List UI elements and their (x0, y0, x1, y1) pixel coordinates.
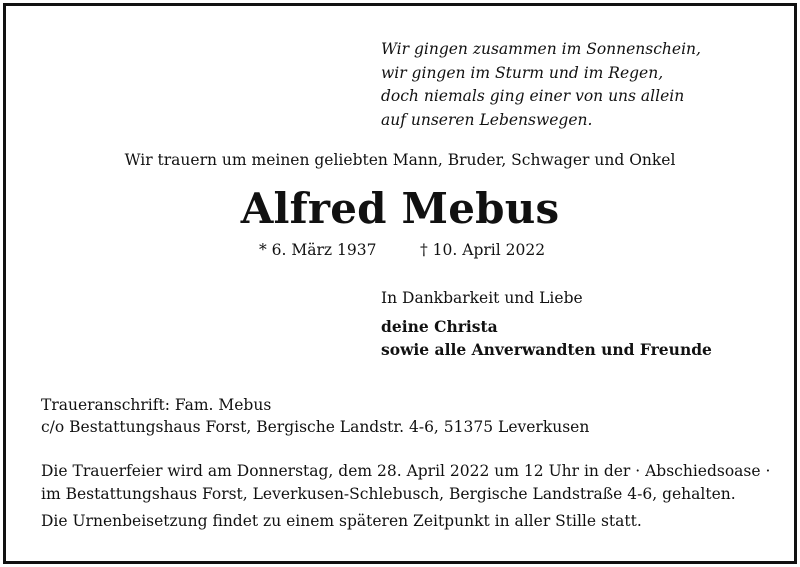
poem-line-1: Wir gingen zusammen im Sonnenschein, (381, 40, 701, 58)
signer-primary: deine Christa (381, 317, 498, 336)
mourning-intro: Wir trauern um meinen geliebten Mann, Bruder, Schwager und Onkel (124, 151, 676, 169)
mourning-address-line-1: Traueranschrift: Fam. Mebus (41, 396, 272, 414)
poem-line-2: wir gingen im Sturm und im Regen, (381, 63, 664, 82)
poem-line-3: doch niemals ging einer von uns allein (381, 87, 685, 105)
funeral-info-line-2: im Bestattungshaus Forst, Leverkusen-Schlebusch, Bergische Landstraße 4-6, gehalten. (41, 485, 736, 503)
poem-line-4: auf unseren Lebenswegen. (381, 110, 593, 129)
birth-date: * 6. März 1937 (259, 241, 377, 259)
urn-burial-info: Die Urnenbeisetzung findet zu einem späteren Zeitpunkt in aller Stille statt. (41, 512, 642, 530)
poem-block (381, 38, 701, 132)
signer-secondary: sowie alle Anverwandten und Freunde (381, 340, 712, 359)
death-date: † 10. April 2022 (420, 241, 546, 259)
funeral-info-line-1: Die Trauerfeier wird am Donnerstag, dem 28. April 2022 um 12 Uhr in der · Abschiedsoase · (41, 462, 771, 480)
signoff-phrase: In Dankbarkeit und Liebe (381, 289, 583, 307)
deceased-name: Alfred Mebus (240, 184, 560, 233)
mourning-address-line-2: c/o Bestattungshaus Forst, Bergische Landstr. 4-6, 51375 Leverkusen (41, 418, 590, 436)
